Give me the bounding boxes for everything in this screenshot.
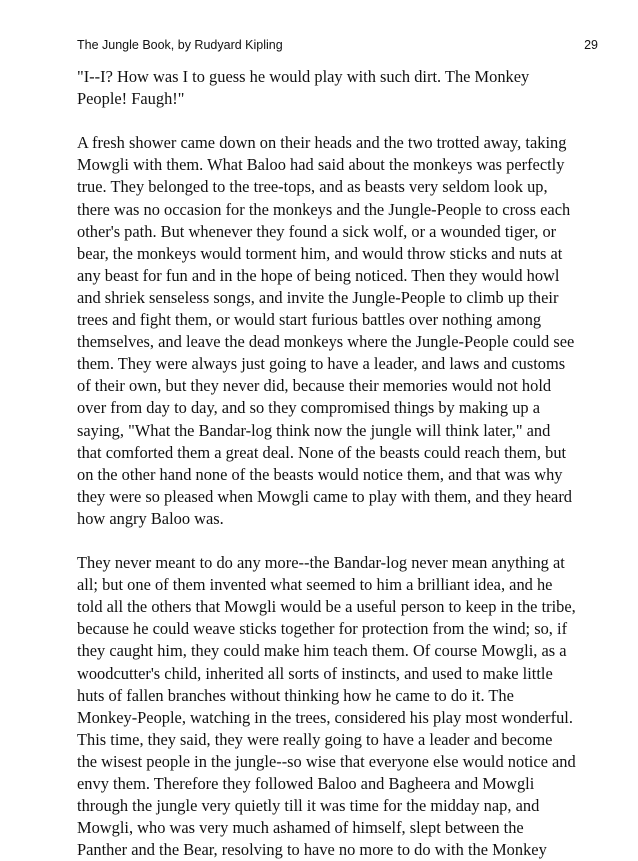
paragraph bbox=[77, 552, 612, 861]
text-line: how angry Baloo was. bbox=[77, 508, 224, 528]
text-line: on the other hand none of the beasts would notice them, and that was why bbox=[77, 464, 563, 484]
text-line: A fresh shower came down on their heads and the two trotted away, taking bbox=[77, 133, 567, 153]
text-line: bear, the monkeys would torment him, and would throw sticks and nuts at bbox=[77, 243, 563, 263]
text-line: Panther and the Bear, resolving to have no more to do with the Monkey bbox=[77, 840, 547, 860]
text-line: over from day to day, and so they compromised things by making up a bbox=[77, 398, 541, 418]
text-line: Mowgli with them. What Baloo had said about the monkeys was perfectly bbox=[77, 155, 565, 175]
text-line: envy them. Therefore they followed Baloo and Bagheera and Mowgli bbox=[77, 774, 535, 793]
page-body bbox=[77, 66, 612, 861]
text-line: any beast for fun and in the hope of being noticed. Then they would howl bbox=[77, 265, 560, 285]
text-line: Monkey-People, watching in the trees, considered his play most wonderful. bbox=[77, 707, 573, 727]
text-line: told all the others that Mowgli would be a useful person to keep in the tribe, bbox=[77, 597, 576, 617]
text-line: that comforted them a great deal. None of the beasts could reach them, but bbox=[77, 442, 567, 462]
book-title: The Jungle Book, by Rudyard Kipling bbox=[77, 38, 283, 52]
text-line: all; but one of them invented what seemed to him a brilliant idea, and he bbox=[77, 575, 553, 595]
text-line: They never meant to do any more--the Bandar-log never mean anything at bbox=[77, 553, 565, 573]
text-line: This time, they said, they were really going to have a leader and become bbox=[77, 729, 553, 749]
page-number: 29 bbox=[584, 38, 598, 52]
text-line: them. They were always just going to have a leader, and laws and customs bbox=[77, 354, 566, 374]
text-line: themselves, and leave the dead monkeys where the Jungle-People could see bbox=[77, 332, 575, 352]
text-line: there was no occasion for the monkeys and the Jungle-People to cross each bbox=[77, 199, 571, 219]
running-header bbox=[77, 37, 598, 53]
text-line: huts of fallen branches without thinking how he came to do it. The bbox=[77, 685, 514, 705]
text-line: the wisest people in the jungle--so wise that everyone else would notice and bbox=[77, 751, 576, 771]
text-line: Mowgli, who was very much ashamed of himself, slept between the bbox=[77, 818, 524, 838]
text-line: true. They belonged to the tree-tops, and as beasts very seldom look up, bbox=[77, 177, 548, 197]
text-line: of their own, but they never did, because their memories would not hold bbox=[77, 376, 552, 396]
paragraph bbox=[77, 132, 612, 530]
text-line: and shriek senseless songs, and invite the Jungle-People to climb up their bbox=[77, 287, 559, 307]
text-line: they were so pleased when Mowgli came to play with them, and they heard bbox=[77, 486, 573, 506]
text-line: because he could weave sticks together for protection from the wind; so, if bbox=[77, 619, 568, 639]
text-line: saying, "What the Bandar-log think now the jungle will think later," and bbox=[77, 420, 551, 440]
paragraph bbox=[77, 66, 612, 110]
text-line: woodcutter's child, inherited all sorts of instincts, and used to make little bbox=[77, 663, 553, 683]
text-line: they caught him, they could make him teach them. Of course Mowgli, as a bbox=[77, 641, 567, 661]
text-line: other's path. But whenever they found a sick wolf, or a wounded tiger, or bbox=[77, 221, 557, 241]
text-line: through the jungle very quietly till it was time for the midday nap, and bbox=[77, 796, 540, 816]
text-line: trees and fight them, or would start furious battles over nothing among bbox=[77, 310, 542, 330]
text-line: "I--I? How was I to guess he would play with such dirt. The Monkey bbox=[77, 67, 530, 86]
text-line: People! Faugh!" bbox=[77, 89, 185, 109]
